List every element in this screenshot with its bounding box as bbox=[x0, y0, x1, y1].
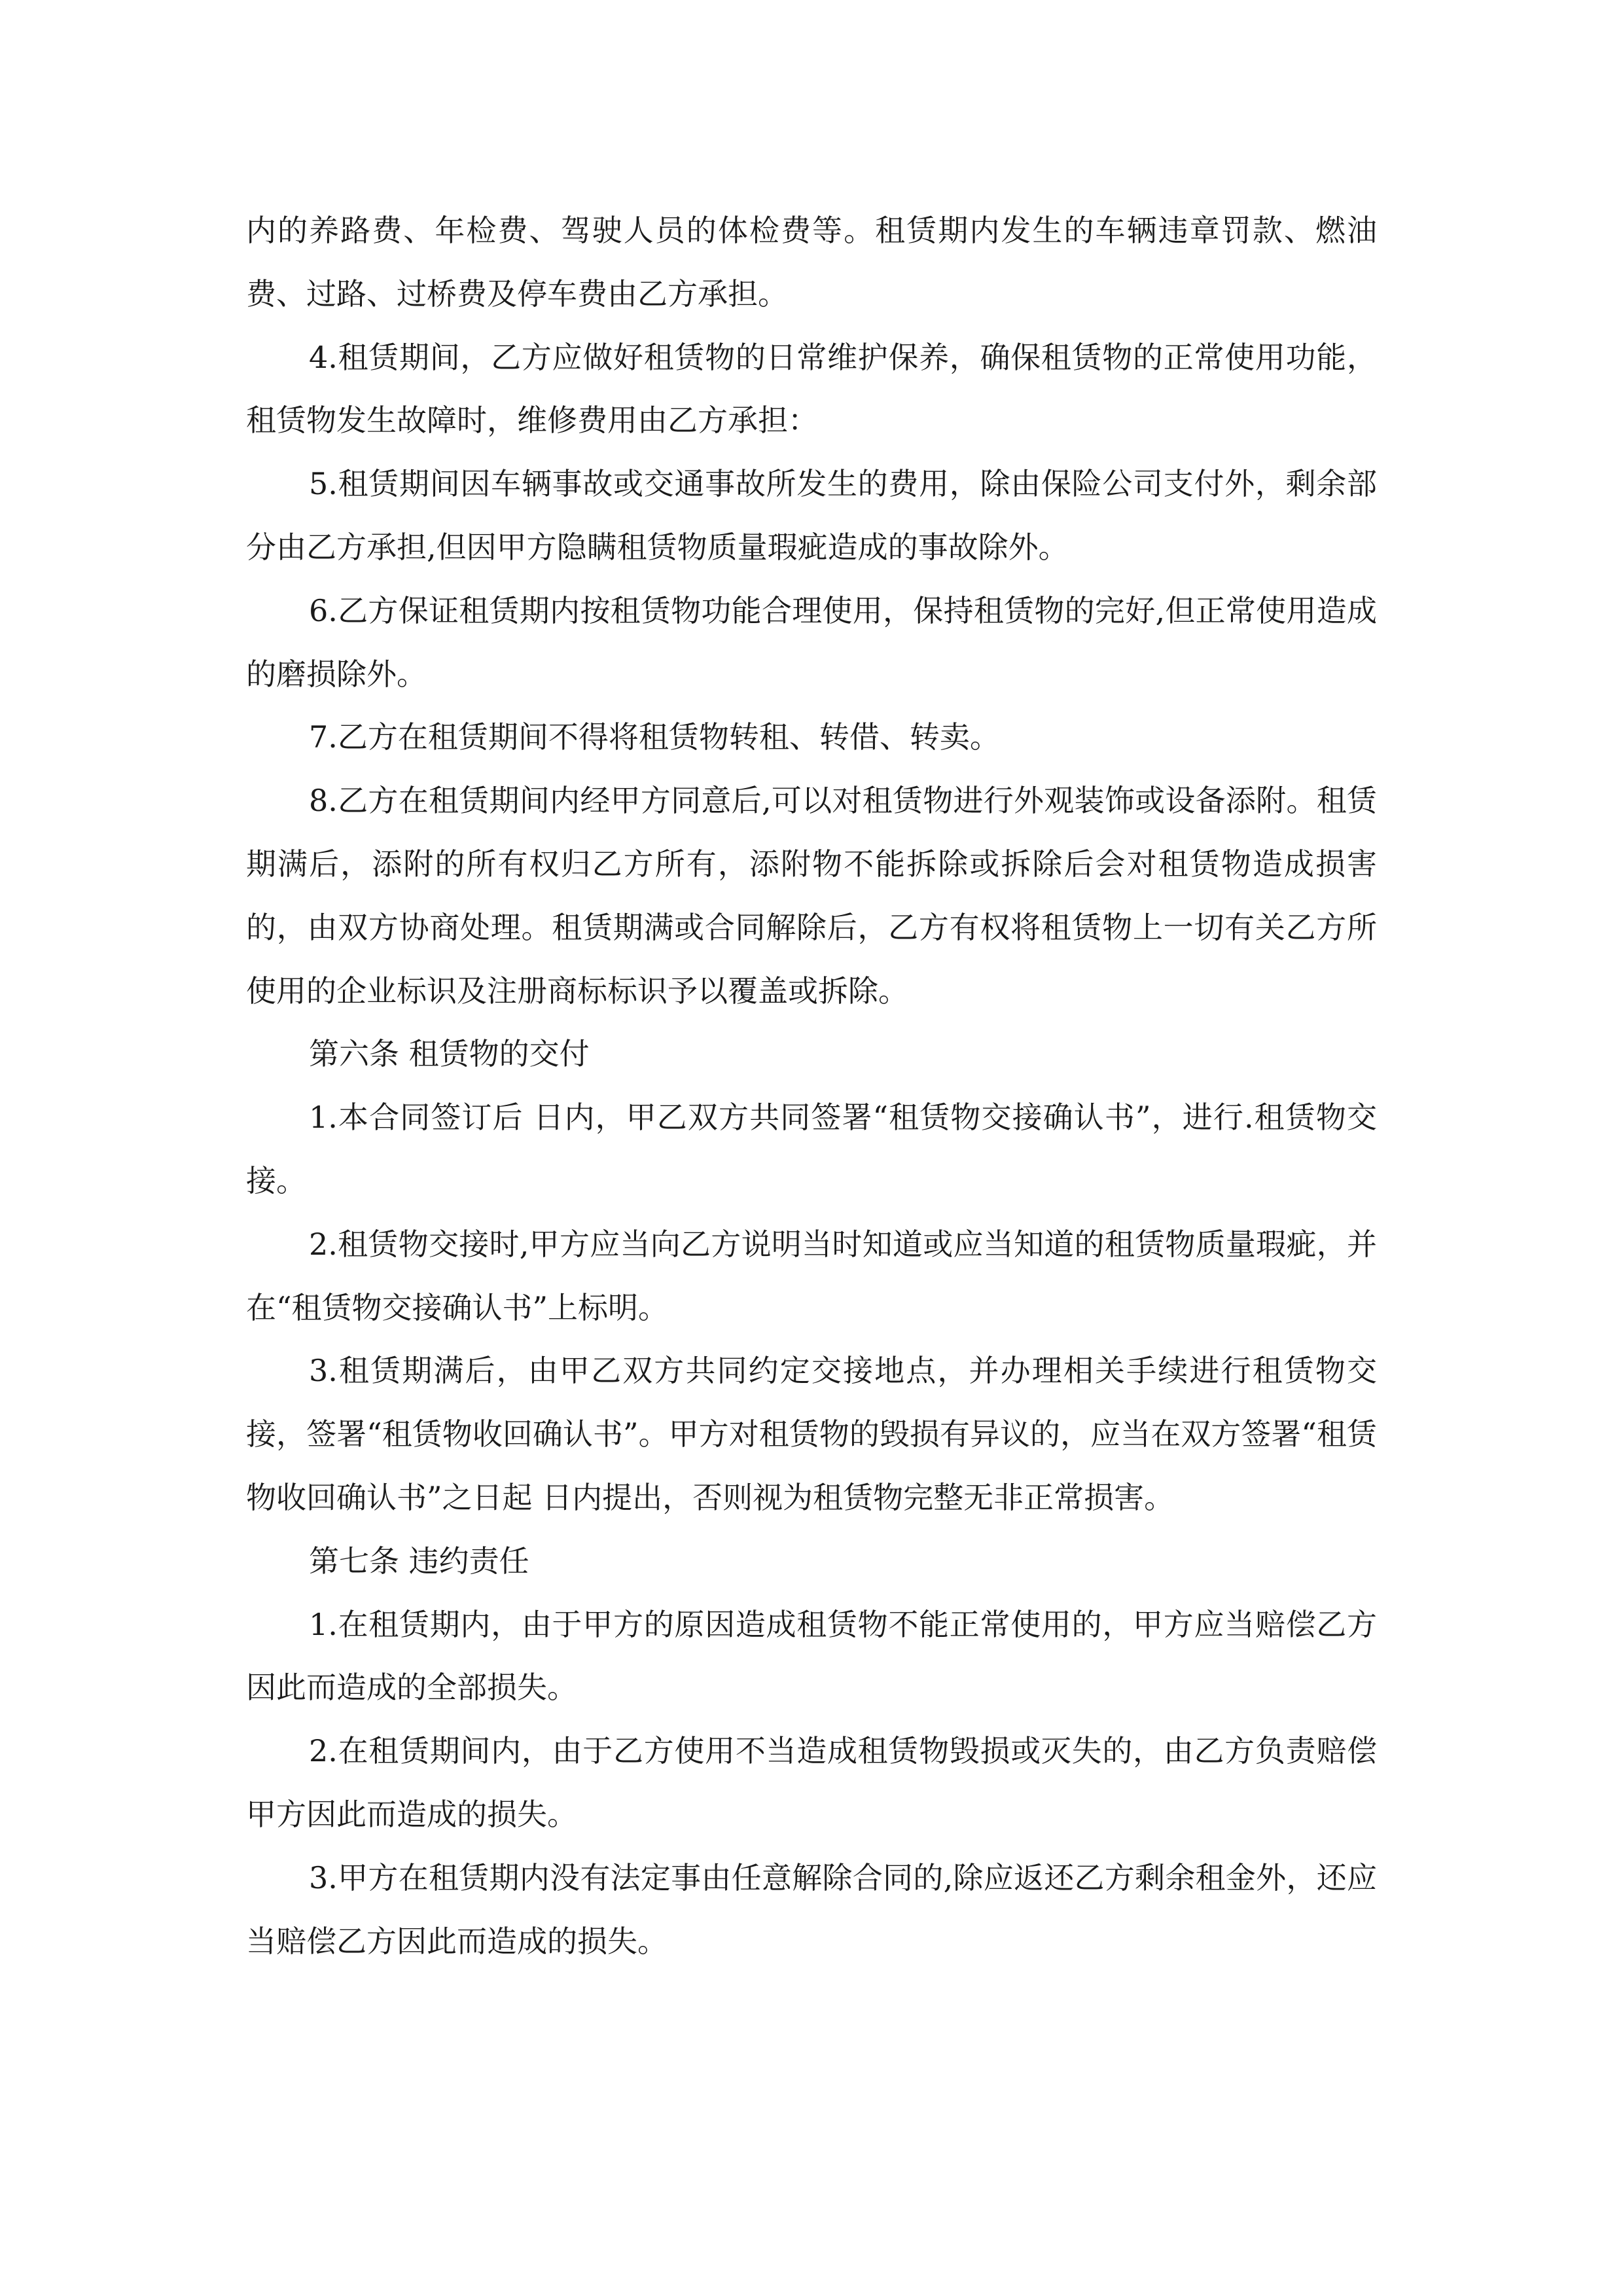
paragraph-liability-1: 1.在租赁期内，由于甲方的原因造成租赁物不能正常使用的，甲方应当赔偿乙方因此而造成的全部损失。 bbox=[246, 1606, 1377, 1706]
paragraph-delivery-2: 2.租赁物交接时,甲方应当向乙方说明当时知道或应当知道的租赁物质量瑕疵，并在“租赁物交接确认书”上标明。 bbox=[246, 1226, 1377, 1325]
paragraph-clause-4: 4.租赁期间，乙方应做好租赁物的日常维护保养，确保租赁物的正常使用功能，租赁物发生故障时，维修费用由乙方承担： bbox=[246, 339, 1377, 439]
paragraph-delivery-3: 3.租赁期满后，由甲乙双方共同约定交接地点，并办理相关手续进行租赁物交接，签署“租赁物收回确认书”。甲方对租赁物的毁损有异议的，应当在双方签署“租赁物收回确认书”之日起 日内提出，否则视为租赁物完整无非正常损害。 bbox=[246, 1353, 1377, 1515]
paragraph-clause-6: 6.乙方保证租赁期内按租赁物功能合理使用，保持租赁物的完好,但正常使用造成的磨损除外。 bbox=[246, 592, 1377, 692]
paragraph-clause-7: 7.乙方在租赁期间不得将租赁物转租、转借、转卖。 bbox=[309, 719, 1000, 755]
section-heading-article-6: 第六条 租赁物的交付 bbox=[309, 1036, 590, 1072]
section-heading-article-7: 第七条 违约责任 bbox=[309, 1543, 529, 1579]
paragraph-continuation: 内的养路费、年检费、驾驶人员的体检费等。租赁期内发生的车辆违章罚款、燃油费、过路、过桥费及停车费由乙方承担。 bbox=[246, 213, 1377, 312]
document-body bbox=[246, 199, 1377, 1973]
paragraph-delivery-1: 1.本合同签订后 日内，甲乙双方共同签署“租赁物交接确认书”，进行.租赁物交接。 bbox=[246, 1100, 1377, 1198]
paragraph-clause-5: 5.租赁期间因车辆事故或交通事故所发生的费用，除由保险公司支付外，剩余部分由乙方承担,但因甲方隐瞒租赁物质量瑕疵造成的事故除外。 bbox=[246, 466, 1377, 565]
paragraph-clause-8: 8.乙方在租赁期间内经甲方同意后,可以对租赁物进行外观装饰或设备添附。租赁期满后，添附的所有权归乙方所有，添附物不能拆除或拆除后会对租赁物造成损害的，由双方协商处理。租赁期满或合同解除后，乙方有权将租赁物上一切有关乙方所使用的企业标识及注册商标标识予以覆盖或拆除。 bbox=[246, 783, 1377, 1009]
paragraph-liability-2: 2.在租赁期间内，由于乙方使用不当造成租赁物毁损或灭失的，由乙方负责赔偿甲方因此而造成的损失。 bbox=[246, 1733, 1377, 1832]
paragraph-liability-3: 3.甲方在租赁期内没有法定事由任意解除合同的,除应返还乙方剩余租金外，还应当赔偿乙方因此而造成的损失。 bbox=[246, 1859, 1377, 1959]
